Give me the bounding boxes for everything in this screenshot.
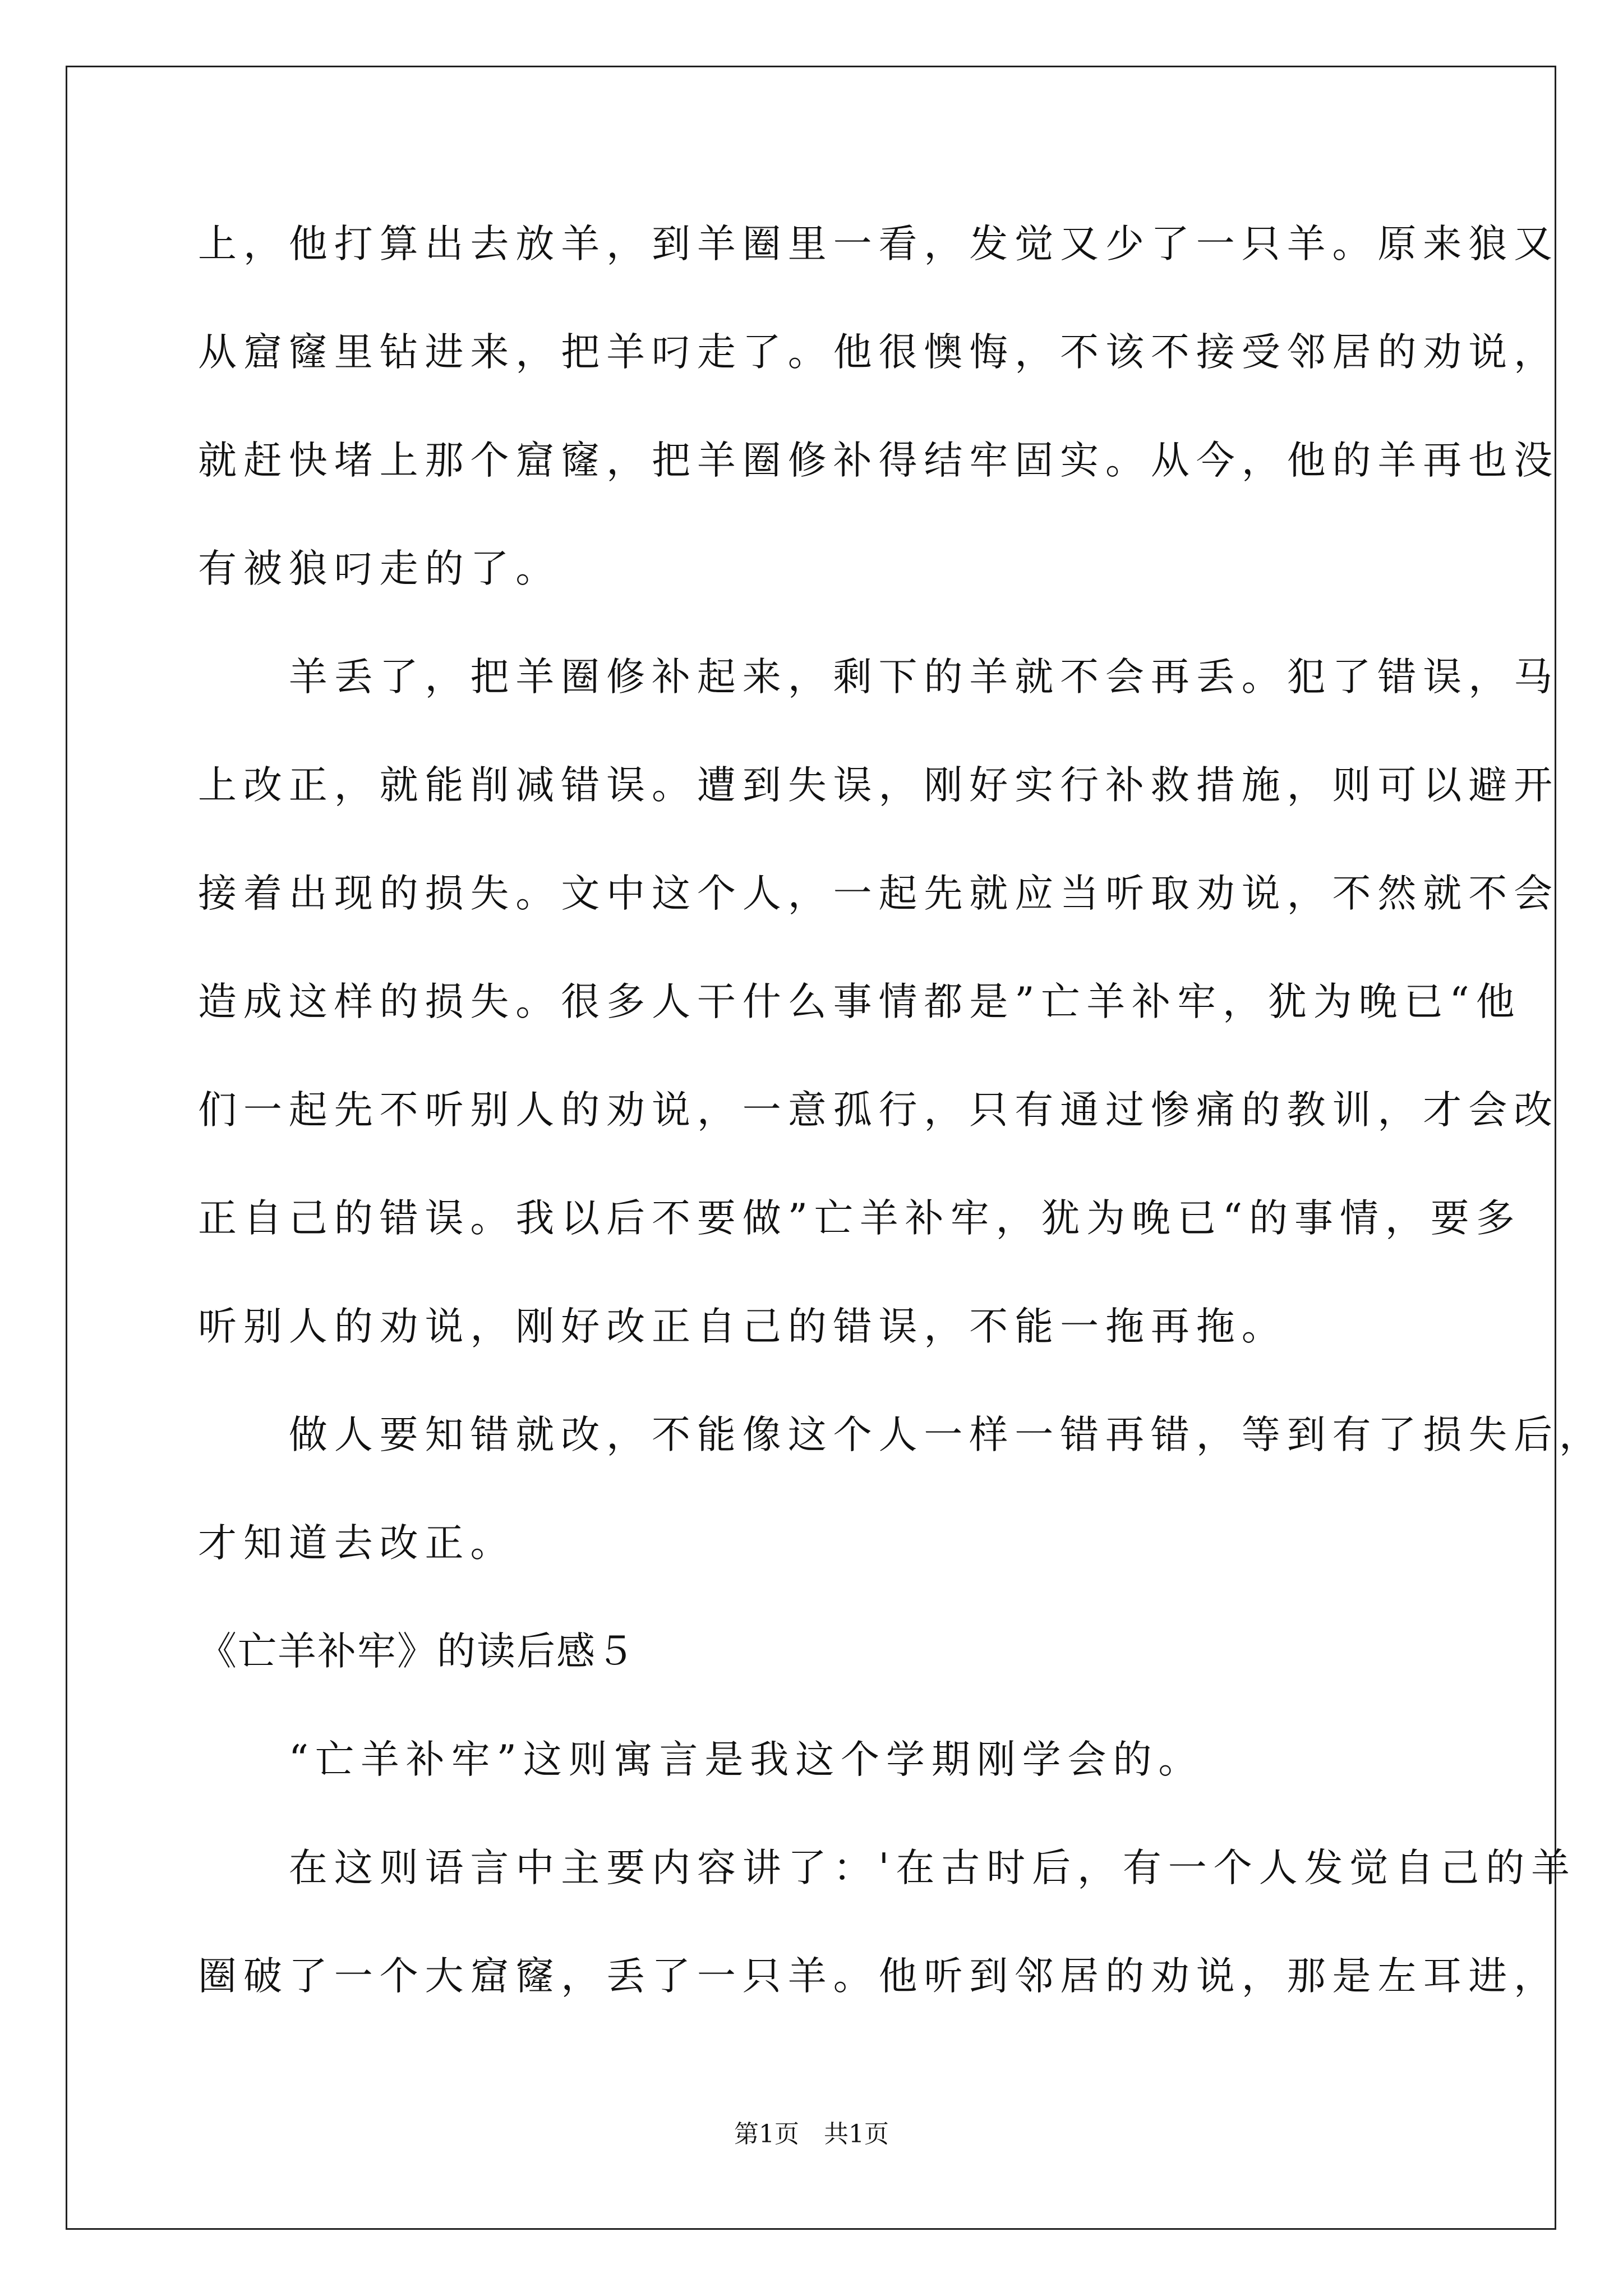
body-text-line: 圈破了一个大窟窿，丢了一只羊。他听到邻居的劝说，那是左耳进， — [198, 1954, 1559, 1999]
body-text-line: 在这则语言中主要内容讲了：'在古时后，有一个人发觉自己的羊 — [198, 1846, 1576, 1890]
body-text-line: 听别人的劝说，刚好改正自己的错误，不能一拖再拖。 — [198, 1304, 1287, 1349]
body-text-line: 上改正，就能削减错误。遭到失误，刚好实行补救措施，则可以避开 — [198, 763, 1559, 808]
body-text-line: “亡羊补牢”这则寓言是我这个学期刚学会的。 — [198, 1737, 1204, 1782]
body-text-line: 接着出现的损失。文中这个人，一起先就应当听取劝说，不然就不会 — [198, 871, 1559, 916]
page-number: 第1页 — [734, 2120, 799, 2148]
body-text-line: 上，他打算出去放羊，到羊圈里一看，发觉又少了一只羊。原来狼又 — [198, 222, 1559, 266]
body-text-line: 造成这样的损失。很多人干什么事情都是”亡羊补牢，犹为晚已“他 — [198, 979, 1521, 1024]
body-text-line: 们一起先不听别人的劝说，一意孤行，只有通过惨痛的教训，才会改 — [198, 1088, 1559, 1133]
page-border — [66, 66, 1556, 2230]
body-text-line: 正自己的错误。我以后不要做”亡羊补牢，犹为晚已“的事情，要多 — [198, 1196, 1521, 1241]
page-footer — [0, 2118, 1623, 2151]
body-text-line: 做人要知错就改，不能像这个人一样一错再错，等到有了损失后， — [198, 1412, 1604, 1457]
body-text-line: 就赶快堵上那个窟窿，把羊圈修补得结牢固实。从今，他的羊再也没 — [198, 438, 1559, 483]
body-text-line: 羊丢了，把羊圈修补起来，剩下的羊就不会再丢。犯了错误，马 — [198, 655, 1559, 700]
body-text-line: 有被狼叼走的了。 — [198, 546, 561, 591]
section-heading: 《亡羊补牢》的读后感５ — [198, 1629, 636, 1674]
body-text-line: 才知道去改正。 — [198, 1521, 516, 1566]
page-total: 共1页 — [824, 2120, 889, 2148]
body-text-line: 从窟窿里钻进来，把羊叼走了。他很懊悔，不该不接受邻居的劝说， — [198, 330, 1559, 375]
